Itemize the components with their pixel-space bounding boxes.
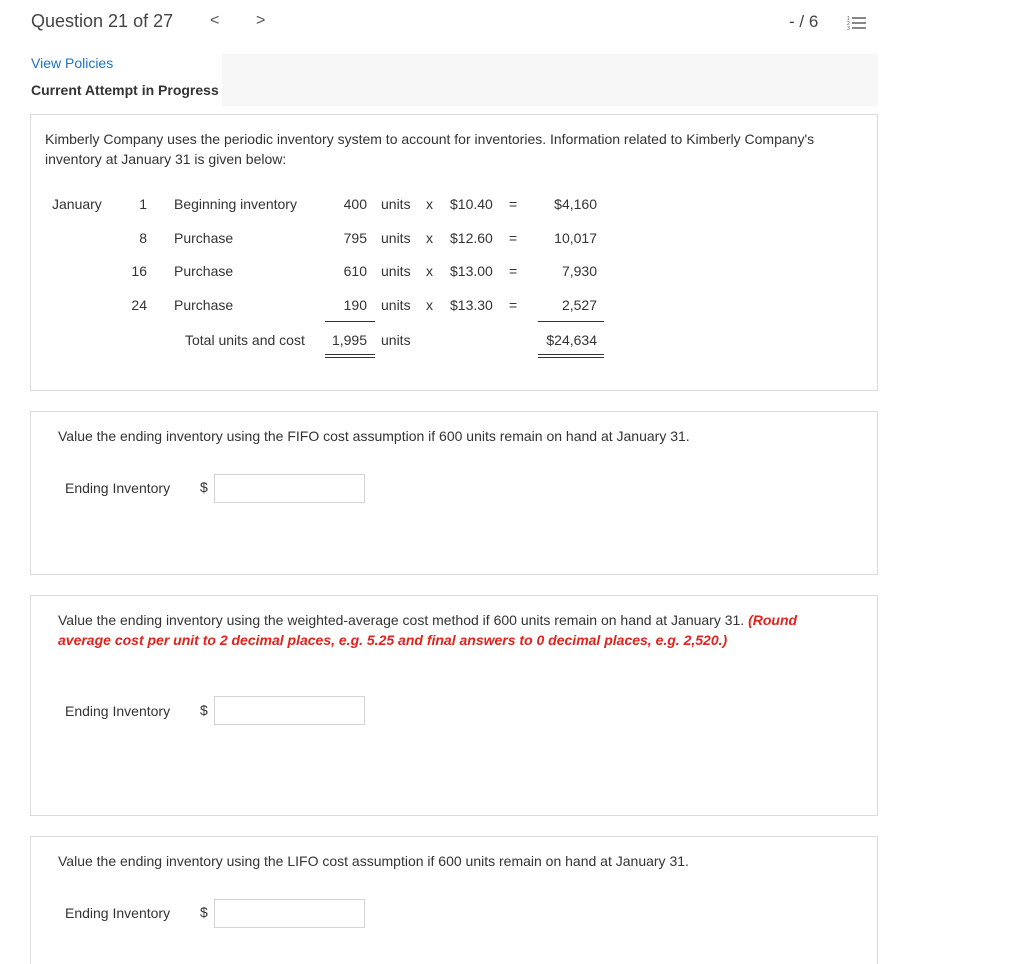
chevron-right-icon[interactable]: > — [256, 12, 266, 29]
row-day: 16 — [131, 263, 147, 279]
question-card-lifo — [30, 836, 878, 964]
ending-inventory-label: Ending Inventory — [65, 905, 171, 921]
row-description: Purchase — [174, 230, 234, 246]
ending-inventory-label: Ending Inventory — [65, 703, 171, 719]
question-text — [58, 426, 858, 446]
row-unit-label: units — [381, 230, 411, 246]
chevron-left-icon[interactable]: < — [210, 12, 220, 29]
row-units: 400 — [343, 196, 367, 212]
row-unit-label: units — [381, 297, 411, 313]
row-units: 795 — [343, 230, 367, 246]
row-units: 190 — [343, 297, 367, 313]
row-unit-label: units — [381, 196, 411, 212]
score-display: - / 6 — [789, 12, 819, 31]
question-prompt: Value the ending inventory using the LIFO cost assumption if 600 units remain on hand at January 31. — [58, 853, 689, 869]
row-description: Purchase — [174, 297, 234, 313]
question-prompt: Value the ending inventory using the FIFO cost assumption if 600 units remain on hand at January 31. — [58, 428, 690, 444]
question-card-weighted-average — [30, 595, 878, 816]
row-unit-cost: $13.00 — [450, 263, 493, 279]
row-day: 24 — [131, 297, 147, 313]
row-equals: = — [509, 230, 518, 246]
currency-symbol: $ — [200, 904, 208, 920]
row-unit-label: units — [381, 263, 411, 279]
rounding-instructions: (Round average cost per unit to 2 decimal places, e.g. 5.25 and final answers to 0 decimal places, e.g. 2,520.) — [58, 612, 798, 648]
numbered-list-icon[interactable] — [847, 14, 867, 32]
currency-symbol: $ — [200, 479, 208, 495]
lifo-ending-inventory-input[interactable] — [214, 899, 365, 928]
question-text — [58, 851, 858, 871]
fifo-ending-inventory-input[interactable] — [214, 474, 365, 503]
attempt-status: Current Attempt in Progress — [31, 82, 219, 98]
row-unit-cost: $12.60 — [450, 230, 493, 246]
row-units: 610 — [343, 263, 367, 279]
problem-intro: Kimberly Company uses the periodic inventory system to account for inventories. Information related to Kimberly Company's inventory at January 31 is given below: — [45, 131, 815, 167]
question-prompt: Value the ending inventory using the weighted-average cost method if 600 units remain on hand at January 31. — [58, 612, 745, 628]
row-times: x — [426, 297, 433, 313]
ending-inventory-label: Ending Inventory — [65, 480, 171, 496]
row-equals: = — [509, 196, 518, 212]
row-total: 7,930 — [561, 263, 597, 279]
units-total-double-rule — [325, 354, 375, 358]
row-times: x — [426, 263, 433, 279]
view-policies-link[interactable]: View Policies — [31, 55, 114, 71]
totals-units: 1,995 — [331, 332, 367, 348]
question-header — [0, 0, 1024, 44]
weighted-average-ending-inventory-input[interactable] — [214, 696, 365, 725]
units-subtotal-rule — [325, 321, 375, 322]
question-card-fifo — [30, 411, 878, 575]
question-text — [58, 610, 848, 650]
row-day: 1 — [139, 196, 147, 212]
month-label: January — [52, 196, 102, 212]
problem-card — [30, 114, 878, 391]
question-counter: Question 21 of 27 — [31, 11, 174, 31]
cost-total-double-rule — [538, 354, 604, 358]
row-times: x — [426, 196, 433, 212]
cost-subtotal-rule — [538, 321, 604, 322]
policy-band — [222, 54, 878, 106]
row-day: 8 — [139, 230, 147, 246]
row-description: Beginning inventory — [174, 196, 297, 212]
row-total: 10,017 — [554, 230, 597, 246]
totals-label: Total units and cost — [185, 332, 305, 348]
totals-cost: $24,634 — [546, 332, 597, 348]
totals-unit-label: units — [381, 332, 411, 348]
row-unit-cost: $13.30 — [450, 297, 493, 313]
row-unit-cost: $10.40 — [450, 196, 493, 212]
row-times: x — [426, 230, 433, 246]
svg-text:3: 3 — [847, 26, 850, 32]
row-total: $4,160 — [554, 196, 597, 212]
svg-text:2: 2 — [847, 21, 850, 27]
svg-text:1: 1 — [847, 16, 850, 22]
row-description: Purchase — [174, 263, 234, 279]
currency-symbol: $ — [200, 702, 208, 718]
row-equals: = — [509, 297, 518, 313]
row-total: 2,527 — [561, 297, 597, 313]
row-equals: = — [509, 263, 518, 279]
